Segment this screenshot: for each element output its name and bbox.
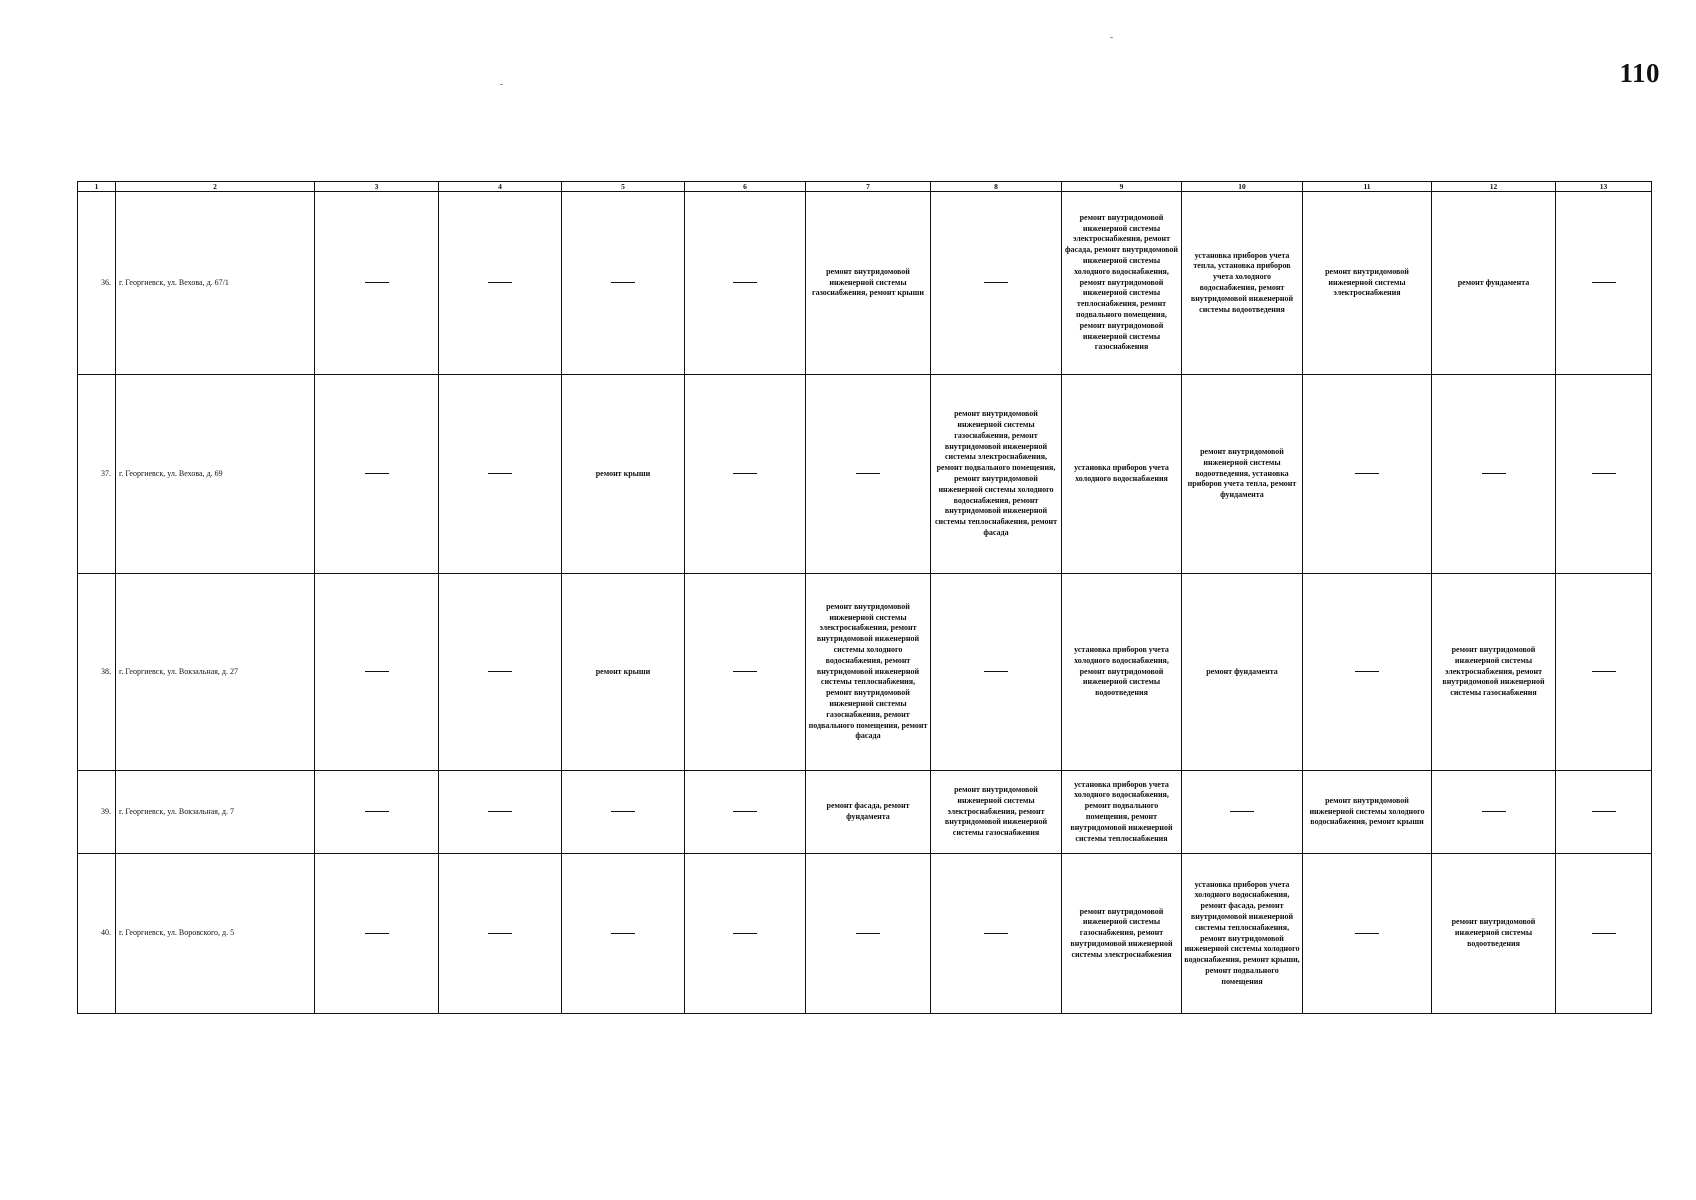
column-header: 13 bbox=[1556, 182, 1652, 192]
repair-work-cell: ремонт внутридомовой инженерной системы газоснабжения, ремонт внутридомовой инженерной системы электроснабжения bbox=[1062, 854, 1182, 1014]
address-cell: г. Георгиевск, ул. Вехова, д. 67/1 bbox=[116, 192, 315, 375]
empty-cell bbox=[562, 771, 685, 854]
column-header: 12 bbox=[1432, 182, 1556, 192]
dash-mark bbox=[733, 811, 757, 812]
empty-cell bbox=[562, 854, 685, 1014]
repair-work-cell: ремонт внутридомовой инженерной системы электроснабжения, ремонт внутридомовой инженерной системы газоснабжения bbox=[1432, 574, 1556, 771]
repair-work-cell: ремонт внутридомовой инженерной системы холодного водоснабжения, ремонт крыши bbox=[1303, 771, 1432, 854]
dash-mark bbox=[1355, 671, 1379, 672]
repair-work-cell: ремонт внутридомовой инженерной системы электроснабжения, ремонт внутридомовой инженерной системы холодного водоснабжения, ремонт внутридомовой инженерной системы теплоснабжения, ремонт внутридомовой инженерной системы газоснабжения, ремонт подвального помещения, ремонт фасада bbox=[806, 574, 931, 771]
dash-mark bbox=[611, 282, 635, 283]
row-number: 37. bbox=[78, 375, 116, 574]
column-header: 1 bbox=[78, 182, 116, 192]
empty-cell bbox=[685, 574, 806, 771]
empty-cell bbox=[685, 192, 806, 375]
column-header: 3 bbox=[315, 182, 439, 192]
dash-mark bbox=[611, 933, 635, 934]
dash-mark bbox=[1355, 933, 1379, 934]
dash-mark bbox=[733, 282, 757, 283]
dash-mark bbox=[365, 473, 389, 474]
dash-mark bbox=[1592, 671, 1616, 672]
repair-work-cell: установка приборов учета холодного водоснабжения, ремонт фасада, ремонт внутридомовой инженерной системы теплоснабжения, ремонт внутридомовой инженерной системы холодного водоснабжения, ремонт крыши, ремонт подвального помещения bbox=[1182, 854, 1303, 1014]
repair-work-cell: ремонт фасада, ремонт фундамента bbox=[806, 771, 931, 854]
row-number: 38. bbox=[78, 574, 116, 771]
dash-mark bbox=[984, 671, 1008, 672]
scan-speck bbox=[1110, 37, 1113, 38]
empty-cell bbox=[1432, 375, 1556, 574]
empty-cell bbox=[562, 192, 685, 375]
empty-cell bbox=[1303, 854, 1432, 1014]
address-cell: г. Георгиевск, ул. Вокзальная, д. 7 bbox=[116, 771, 315, 854]
repair-work-cell: установка приборов учета тепла, установка приборов учета холодного водоснабжения, ремонт внутридомовой инженерной системы водоотведения bbox=[1182, 192, 1303, 375]
dash-mark bbox=[856, 933, 880, 934]
empty-cell bbox=[806, 854, 931, 1014]
repair-work-cell: ремонт фундамента bbox=[1182, 574, 1303, 771]
dash-mark bbox=[365, 811, 389, 812]
dash-mark bbox=[1592, 933, 1616, 934]
empty-cell bbox=[1432, 771, 1556, 854]
table-row bbox=[78, 375, 1652, 574]
repair-work-cell: установка приборов учета холодного водоснабжения bbox=[1062, 375, 1182, 574]
dash-mark bbox=[733, 933, 757, 934]
empty-cell bbox=[806, 375, 931, 574]
dash-mark bbox=[365, 933, 389, 934]
empty-cell bbox=[315, 375, 439, 574]
empty-cell bbox=[439, 574, 562, 771]
empty-cell bbox=[1556, 192, 1652, 375]
repair-work-cell: установка приборов учета холодного водоснабжения, ремонт внутридомовой инженерной системы водоотведения bbox=[1062, 574, 1182, 771]
repair-schedule-table bbox=[77, 181, 1652, 1014]
dash-mark bbox=[984, 282, 1008, 283]
column-header: 5 bbox=[562, 182, 685, 192]
repair-work-cell: ремонт крыши bbox=[562, 574, 685, 771]
dash-mark bbox=[1592, 282, 1616, 283]
column-header-row bbox=[78, 182, 1652, 192]
table-row bbox=[78, 192, 1652, 375]
empty-cell bbox=[685, 854, 806, 1014]
table-row bbox=[78, 574, 1652, 771]
address-cell: г. Георгиевск, ул. Вокзальная, д. 27 bbox=[116, 574, 315, 771]
repair-work-cell: ремонт фундамента bbox=[1432, 192, 1556, 375]
page-number: 110 bbox=[1619, 58, 1660, 88]
dash-mark bbox=[984, 933, 1008, 934]
column-header: 6 bbox=[685, 182, 806, 192]
dash-mark bbox=[1592, 811, 1616, 812]
dash-mark bbox=[733, 473, 757, 474]
dash-mark bbox=[488, 671, 512, 672]
dash-mark bbox=[365, 671, 389, 672]
empty-cell bbox=[1556, 854, 1652, 1014]
column-header: 2 bbox=[116, 182, 315, 192]
empty-cell bbox=[315, 854, 439, 1014]
repair-work-cell: ремонт внутридомовой инженерной системы электроснабжения, ремонт фасада, ремонт внутридомовой инженерной системы холодного водоснабжения, ремонт внутридомовой инженерной системы теплоснабжения, ремонт подвального помещения, ремонт внутридомовой инженерной системы газоснабжения bbox=[1062, 192, 1182, 375]
dash-mark bbox=[733, 671, 757, 672]
column-header: 8 bbox=[931, 182, 1062, 192]
empty-cell bbox=[931, 574, 1062, 771]
dash-mark bbox=[611, 811, 635, 812]
empty-cell bbox=[1556, 574, 1652, 771]
column-header: 7 bbox=[806, 182, 931, 192]
dash-mark bbox=[488, 933, 512, 934]
row-number: 36. bbox=[78, 192, 116, 375]
repair-work-cell: установка приборов учета холодного водоснабжения, ремонт подвального помещения, ремонт внутридомовой инженерной системы теплоснабжения bbox=[1062, 771, 1182, 854]
empty-cell bbox=[685, 375, 806, 574]
dash-mark bbox=[488, 811, 512, 812]
dash-mark bbox=[365, 282, 389, 283]
row-number: 40. bbox=[78, 854, 116, 1014]
row-number: 39. bbox=[78, 771, 116, 854]
dash-mark bbox=[488, 473, 512, 474]
column-header: 10 bbox=[1182, 182, 1303, 192]
repair-work-cell: ремонт внутридомовой инженерной системы газоснабжения, ремонт внутридомовой инженерной системы электроснабжения, ремонт подвального помещения, ремонт внутридомовой инженерной системы холодного водоснабжения, ремонт внутридомовой инженерной системы теплоснабжения, ремонт фасада bbox=[931, 375, 1062, 574]
repair-work-cell: ремонт крыши bbox=[562, 375, 685, 574]
table-row bbox=[78, 854, 1652, 1014]
dash-mark bbox=[856, 473, 880, 474]
dash-mark bbox=[488, 282, 512, 283]
table-row bbox=[78, 771, 1652, 854]
empty-cell bbox=[931, 192, 1062, 375]
dash-mark bbox=[1482, 811, 1506, 812]
empty-cell bbox=[315, 771, 439, 854]
empty-cell bbox=[685, 771, 806, 854]
address-cell: г. Георгиевск, ул. Воровского, д. 5 bbox=[116, 854, 315, 1014]
repair-work-cell: ремонт внутридомовой инженерной системы водоотведения bbox=[1432, 854, 1556, 1014]
address-cell: г. Георгиевск, ул. Вехова, д. 69 bbox=[116, 375, 315, 574]
repair-work-cell: ремонт внутридомовой инженерной системы газоснабжения, ремонт крыши bbox=[806, 192, 931, 375]
scan-speck bbox=[500, 84, 503, 85]
empty-cell bbox=[439, 375, 562, 574]
empty-cell bbox=[315, 192, 439, 375]
column-header: 9 bbox=[1062, 182, 1182, 192]
column-header: 11 bbox=[1303, 182, 1432, 192]
repair-work-cell: ремонт внутридомовой инженерной системы электроснабжения, ремонт внутридомовой инженерной системы газоснабжения bbox=[931, 771, 1062, 854]
empty-cell bbox=[1303, 375, 1432, 574]
repair-work-cell: ремонт внутридомовой инженерной системы электроснабжения bbox=[1303, 192, 1432, 375]
column-header: 4 bbox=[439, 182, 562, 192]
dash-mark bbox=[1230, 811, 1254, 812]
empty-cell bbox=[1556, 771, 1652, 854]
dash-mark bbox=[1592, 473, 1616, 474]
dash-mark bbox=[1482, 473, 1506, 474]
empty-cell bbox=[931, 854, 1062, 1014]
empty-cell bbox=[439, 192, 562, 375]
dash-mark bbox=[1355, 473, 1379, 474]
empty-cell bbox=[439, 854, 562, 1014]
empty-cell bbox=[315, 574, 439, 771]
empty-cell bbox=[1556, 375, 1652, 574]
empty-cell bbox=[1182, 771, 1303, 854]
repair-work-cell: ремонт внутридомовой инженерной системы водоотведения, установка приборов учета тепла, ремонт фундамента bbox=[1182, 375, 1303, 574]
empty-cell bbox=[439, 771, 562, 854]
empty-cell bbox=[1303, 574, 1432, 771]
